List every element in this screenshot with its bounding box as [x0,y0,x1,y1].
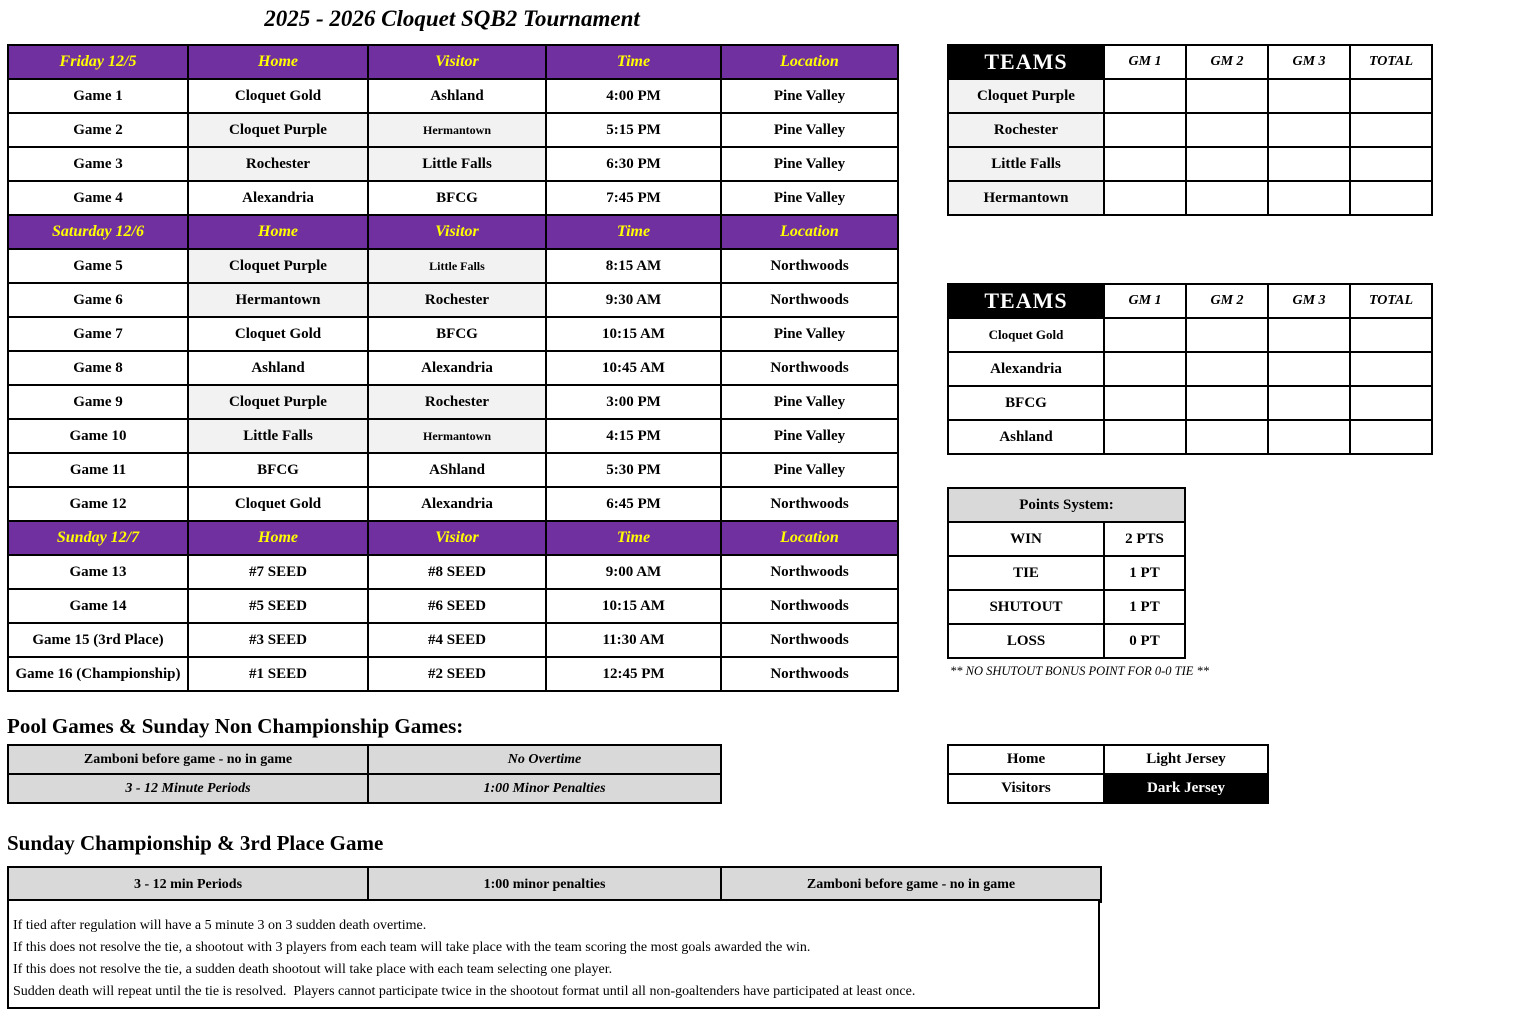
gm-column-header: GM 3 [1268,45,1350,79]
time-cell: 5:30 PM [546,453,721,487]
score-cell[interactable] [1104,420,1186,454]
score-cell[interactable] [1186,181,1268,215]
visitor-cell: #8 SEED [368,555,546,589]
rule-line: If this does not resolve the tie, a sudden death shootout will take place with each team selecting one player. [13,962,613,977]
rule-line: If tied after regulation will have a 5 minute 3 on 3 sudden death overtime. [13,918,427,933]
pool-rules-table [7,744,722,804]
location-cell: Pine Valley [721,147,898,181]
time-cell: 7:45 PM [546,181,721,215]
points-result-cell: LOSS [948,624,1104,658]
team-name-cell: Cloquet Gold [948,318,1104,352]
time-cell: 9:30 AM [546,283,721,317]
game-row [8,589,898,623]
game-row [8,419,898,453]
score-cell[interactable] [1186,113,1268,147]
column-header: Visitor [368,521,546,555]
gm-column-header: TOTAL [1350,284,1432,318]
location-cell: Northwoods [721,623,898,657]
day-label: Friday 12/5 [8,45,188,79]
time-cell: 10:15 AM [546,317,721,351]
home-cell: BFCG [188,453,368,487]
standings-header-row [948,284,1432,318]
column-header: Location [721,215,898,249]
location-cell: Northwoods [721,657,898,691]
time-cell: 5:15 PM [546,113,721,147]
game-row [8,249,898,283]
jersey-color-cell: Dark Jersey [1104,774,1268,803]
column-header: Time [546,215,721,249]
team-row [948,113,1432,147]
page-title: 2025 - 2026 Cloquet SQB2 Tournament [264,6,640,31]
game-row [8,79,898,113]
game-row [8,317,898,351]
jersey-row [948,774,1268,803]
time-cell: 10:15 AM [546,589,721,623]
team-row [948,352,1432,386]
game-label: Game 14 [8,589,188,623]
score-cell[interactable] [1268,147,1350,181]
visitor-cell: BFCG [368,181,546,215]
home-cell: #1 SEED [188,657,368,691]
game-label: Game 2 [8,113,188,147]
team-row [948,386,1432,420]
game-label: Game 3 [8,147,188,181]
teams-header-cell: TEAMS [948,45,1104,79]
location-cell: Northwoods [721,249,898,283]
gm-column-header: GM 1 [1104,45,1186,79]
team-name-cell: Cloquet Purple [948,79,1104,113]
time-cell: 4:15 PM [546,419,721,453]
jersey-row [948,745,1268,774]
visitor-cell: Hermantown [368,113,546,147]
visitor-cell: #4 SEED [368,623,546,657]
day-header-row [8,521,898,555]
gm-column-header: GM 1 [1104,284,1186,318]
column-header: Location [721,521,898,555]
rule-cell: 3 - 12 Minute Periods [8,774,368,803]
jersey-color-cell: Light Jersey [1104,745,1268,774]
game-label: Game 10 [8,419,188,453]
points-system-header: Points System: [948,488,1185,522]
visitor-cell: Rochester [368,385,546,419]
rule-cell: 3 - 12 min Periods [8,867,368,902]
gm-column-header: GM 2 [1186,284,1268,318]
location-cell: Northwoods [721,351,898,385]
schedule-table [7,44,899,692]
points-row [948,590,1185,624]
location-cell: Pine Valley [721,181,898,215]
overtime-rules-box [7,899,1100,1009]
score-cell[interactable] [1350,181,1432,215]
game-label: Game 12 [8,487,188,521]
game-label: Game 9 [8,385,188,419]
score-cell[interactable] [1268,420,1350,454]
home-cell: Hermantown [188,283,368,317]
day-header-row [8,45,898,79]
points-result-cell: WIN [948,522,1104,556]
rule-cell: 1:00 Minor Penalties [368,774,721,803]
home-cell: Rochester [188,147,368,181]
team-name-cell: BFCG [948,386,1104,420]
points-value-cell: 1 PT [1104,556,1185,590]
gm-column-header: TOTAL [1350,45,1432,79]
score-cell[interactable] [1186,318,1268,352]
pool-games-heading: Pool Games & Sunday Non Championship Games: [7,714,464,738]
day-label: Saturday 12/6 [8,215,188,249]
column-header: Home [188,45,368,79]
visitor-cell: #2 SEED [368,657,546,691]
score-cell[interactable] [1104,113,1186,147]
rule-cell: Zamboni before game - no in game [721,867,1101,902]
score-cell[interactable] [1186,386,1268,420]
game-label: Game 8 [8,351,188,385]
score-cell[interactable] [1186,147,1268,181]
score-cell[interactable] [1104,386,1186,420]
column-header: Time [546,521,721,555]
points-value-cell: 2 PTS [1104,522,1185,556]
score-cell[interactable] [1350,352,1432,386]
team-name-cell: Rochester [948,113,1104,147]
location-cell: Pine Valley [721,453,898,487]
visitor-cell: BFCG [368,317,546,351]
game-label: Game 1 [8,79,188,113]
pool-rule-row [8,774,721,803]
visitor-cell: AShland [368,453,546,487]
home-cell: Little Falls [188,419,368,453]
rule-line: If this does not resolve the tie, a shootout with 3 players from each team will take place with the team scoring the most goals awarded the win. [13,940,811,955]
score-cell[interactable] [1350,79,1432,113]
team-row [948,181,1432,215]
time-cell: 4:00 PM [546,79,721,113]
score-cell[interactable] [1268,79,1350,113]
location-cell: Northwoods [721,555,898,589]
rule-cell: No Overtime [368,745,721,774]
column-header: Home [188,215,368,249]
points-value-cell: 0 PT [1104,624,1185,658]
shutout-note: ** NO SHUTOUT BONUS POINT FOR 0-0 TIE ** [950,664,1210,678]
gm-column-header: GM 3 [1268,284,1350,318]
location-cell: Pine Valley [721,419,898,453]
score-cell[interactable] [1104,79,1186,113]
home-cell: Cloquet Gold [188,79,368,113]
standings-table-pool-a [947,44,1433,216]
location-cell: Northwoods [721,283,898,317]
location-cell: Northwoods [721,589,898,623]
location-cell: Pine Valley [721,113,898,147]
jersey-team-cell: Home [948,745,1104,774]
score-cell[interactable] [1268,113,1350,147]
visitor-cell: Alexandria [368,351,546,385]
time-cell: 12:45 PM [546,657,721,691]
location-cell: Pine Valley [721,317,898,351]
pool-rule-row [8,745,721,774]
location-cell: Northwoods [721,487,898,521]
championship-heading: Sunday Championship & 3rd Place Game [7,831,384,855]
score-cell[interactable] [1104,181,1186,215]
home-cell: #7 SEED [188,555,368,589]
score-cell[interactable] [1350,318,1432,352]
location-cell: Pine Valley [721,385,898,419]
game-row [8,657,898,691]
rule-cell: Zamboni before game - no in game [8,745,368,774]
game-label: Game 16 (Championship) [8,657,188,691]
jersey-team-cell: Visitors [948,774,1104,803]
game-label: Game 4 [8,181,188,215]
points-value-cell: 1 PT [1104,590,1185,624]
time-cell: 6:45 PM [546,487,721,521]
championship-rules-table [7,866,1102,903]
team-name-cell: Little Falls [948,147,1104,181]
day-header-row [8,215,898,249]
column-header: Home [188,521,368,555]
rule-line: Sudden death will repeat until the tie is resolved. Players cannot participate twice in the shootout format until all non-goaltenders have participated at least once. [13,984,916,999]
championship-rule-row [8,867,1101,902]
game-label: Game 7 [8,317,188,351]
visitor-cell: Rochester [368,283,546,317]
game-row [8,453,898,487]
time-cell: 8:15 AM [546,249,721,283]
time-cell: 9:00 AM [546,555,721,589]
visitor-cell: Ashland [368,79,546,113]
rule-cell: 1:00 minor penalties [368,867,721,902]
game-row [8,555,898,589]
game-row [8,385,898,419]
gm-column-header: GM 2 [1186,45,1268,79]
game-row [8,113,898,147]
score-cell[interactable] [1186,79,1268,113]
points-row [948,556,1185,590]
points-header-row [948,488,1185,522]
score-cell[interactable] [1350,113,1432,147]
column-header: Time [546,45,721,79]
time-cell: 10:45 AM [546,351,721,385]
score-cell[interactable] [1268,386,1350,420]
points-result-cell: TIE [948,556,1104,590]
game-label: Game 15 (3rd Place) [8,623,188,657]
home-cell: Alexandria [188,181,368,215]
points-system-table [947,487,1186,659]
score-cell[interactable] [1104,352,1186,386]
score-cell[interactable] [1186,420,1268,454]
time-cell: 3:00 PM [546,385,721,419]
time-cell: 6:30 PM [546,147,721,181]
points-row [948,522,1185,556]
standings-header-row [948,45,1432,79]
game-row [8,283,898,317]
visitor-cell: Little Falls [368,249,546,283]
score-cell[interactable] [1268,181,1350,215]
game-row [8,147,898,181]
team-row [948,318,1432,352]
team-name-cell: Hermantown [948,181,1104,215]
home-cell: #3 SEED [188,623,368,657]
score-cell[interactable] [1104,318,1186,352]
game-label: Game 5 [8,249,188,283]
location-cell: Pine Valley [721,79,898,113]
game-label: Game 13 [8,555,188,589]
game-row [8,487,898,521]
home-cell: Cloquet Purple [188,385,368,419]
team-name-cell: Alexandria [948,352,1104,386]
team-row [948,147,1432,181]
jersey-key-table [947,744,1269,804]
time-cell: 11:30 AM [546,623,721,657]
points-result-cell: SHUTOUT [948,590,1104,624]
day-label: Sunday 12/7 [8,521,188,555]
game-row [8,623,898,657]
home-cell: Cloquet Purple [188,113,368,147]
game-label: Game 11 [8,453,188,487]
score-cell[interactable] [1268,318,1350,352]
score-cell[interactable] [1104,147,1186,181]
score-cell[interactable] [1350,420,1432,454]
team-row [948,420,1432,454]
score-cell[interactable] [1186,352,1268,386]
column-header: Visitor [368,45,546,79]
home-cell: Ashland [188,351,368,385]
team-name-cell: Ashland [948,420,1104,454]
score-cell[interactable] [1268,352,1350,386]
points-row [948,624,1185,658]
game-label: Game 6 [8,283,188,317]
home-cell: Cloquet Purple [188,249,368,283]
home-cell: Cloquet Gold [188,487,368,521]
visitor-cell: Alexandria [368,487,546,521]
visitor-cell: Hermantown [368,419,546,453]
game-row [8,351,898,385]
score-cell[interactable] [1350,386,1432,420]
standings-table-pool-b [947,283,1433,455]
column-header: Location [721,45,898,79]
score-cell[interactable] [1350,147,1432,181]
column-header: Visitor [368,215,546,249]
home-cell: #5 SEED [188,589,368,623]
team-row [948,79,1432,113]
teams-header-cell: TEAMS [948,284,1104,318]
game-row [8,181,898,215]
visitor-cell: #6 SEED [368,589,546,623]
visitor-cell: Little Falls [368,147,546,181]
home-cell: Cloquet Gold [188,317,368,351]
